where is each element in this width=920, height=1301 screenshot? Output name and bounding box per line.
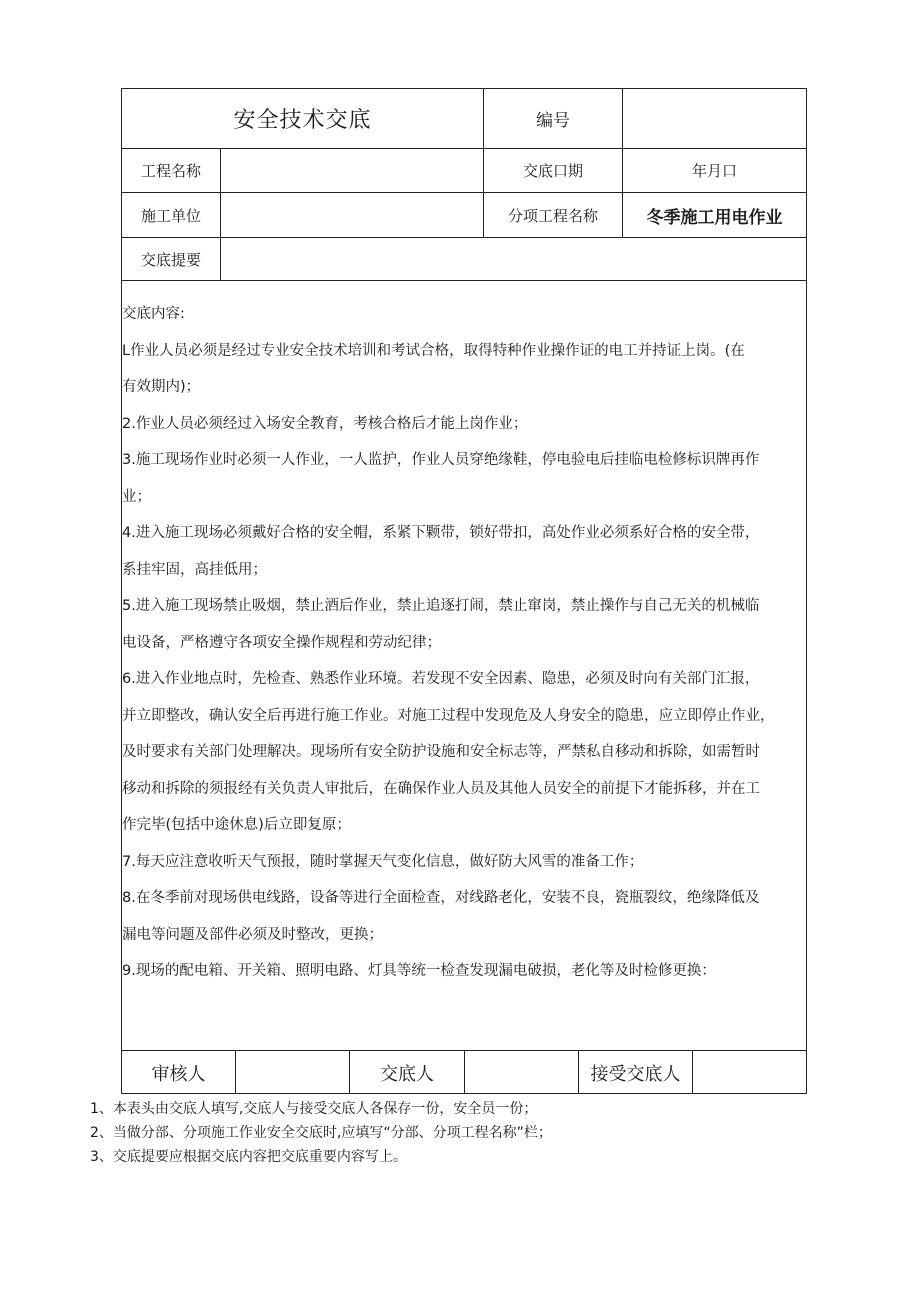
content-line: 移动和拆除的须报经有关负责人审批后，在确保作业人员及其他人员安全的前提下才能拆移，并在工 <box>122 780 760 797</box>
summary-label: 交底提要 <box>140 250 201 269</box>
content-heading: 交底内容: <box>122 306 185 322</box>
row-divider <box>121 280 807 281</box>
content-line: 业； <box>122 488 151 505</box>
content-line: L作业人员必须是经过专业安全技术培训和考试合格，取得特种作业操作证的电工并持证上岗。(在 <box>122 342 745 359</box>
content-line: 漏电等问题及部件必须及时整改，更换； <box>122 926 383 943</box>
construction-unit-field[interactable] <box>221 193 483 237</box>
discloser-label: 交底人 <box>380 1063 434 1085</box>
receiver-field[interactable] <box>693 1051 806 1094</box>
number-label: 编号 <box>536 111 570 131</box>
subproject-name-field[interactable]: 冬季施工用电作业 <box>646 207 783 228</box>
content-line: 系挂牢固，高挂低用； <box>122 561 267 578</box>
subproject-name-label: 分项工程名称 <box>507 206 598 225</box>
content-line: 8.在冬季前对现场供电线路，设备等进行全面检查，对线路老化，安装不良，瓷瓶裂纹，绝缘降低及 <box>122 890 760 906</box>
content-line: 有效期内)； <box>122 379 201 395</box>
content-line: 7.每天应注意收听天气预报，随时掌握天气变化信息，做好防大风雪的准备工作； <box>122 853 644 870</box>
content-line: 3.施工现场作业时必须一人作业，一人监护，作业人员穿绝缘鞋，停电验电后挂临电检修标识牌再作 <box>122 452 760 468</box>
reviewer-label: 审核人 <box>151 1063 206 1085</box>
content-line: 6.进入作业地点时，先检查、熟悉作业环境。若发现不安全因素、隐患，必须及时向有关部门汇报， <box>122 671 760 687</box>
content-line: 2.作业人员必须经过入场安全教育，考核合格后才能上岗作业； <box>122 415 528 432</box>
disclosure-date-label: 交底口期 <box>522 162 583 180</box>
reviewer-field[interactable] <box>236 1051 349 1094</box>
disclosure-date-field[interactable]: 年月口 <box>691 162 737 180</box>
content-line: 作完毕(包括中途休息)后立即复原； <box>122 817 351 833</box>
footnote: 2、当做分部、分项施工作业安全交底时,应填写“分部、分项工程名称”栏； <box>90 1125 552 1141</box>
content-line: 并立即整改，确认安全后再进行施工作业。对施工过程中发现危及人身安全的隐患，应立即停止作业， <box>122 707 775 724</box>
receiver-label: 接受交底人 <box>590 1063 681 1085</box>
construction-unit-label: 施工单位 <box>140 206 201 225</box>
project-name-label: 工程名称 <box>140 162 201 180</box>
disclosure-content <box>122 296 806 990</box>
content-line: 电设备，严格遵守各项安全操作规程和劳动纪律； <box>122 634 441 651</box>
content-line: 9.现场的配电箱、开关箱、照明电路、灯具等统一检查发现漏电破损，老化等及时检修更换： <box>122 963 716 979</box>
content-line: 4.进入施工现场必须戴好合格的安全帽，系紧下颗带，锁好带扣，高处作业必须系好合格的安全带， <box>122 525 760 541</box>
discloser-field[interactable] <box>465 1051 578 1094</box>
content-line: 5.进入施工现场禁止吸烟，禁止酒后作业，禁止追逐打闹，禁止窜岗，禁止操作与自己无关的机械临 <box>122 598 760 614</box>
number-field[interactable] <box>623 89 806 148</box>
project-name-field[interactable] <box>221 149 483 192</box>
footnotes <box>90 1097 850 1169</box>
summary-field[interactable] <box>221 238 806 280</box>
footnote: 1、本表头由交底人填写,交底人与接受交底人各保存一份，安全员一份； <box>90 1101 538 1117</box>
form-title: 安全技术交底 <box>233 108 372 133</box>
footnote: 3、交底提要应根据交底内容把交底重要内容写上。 <box>90 1149 407 1165</box>
content-line: 及时要求有关部门处理解决。现场所有安全防护设施和安全标志等，严禁私自移动和拆除，如需暂时 <box>122 744 760 760</box>
